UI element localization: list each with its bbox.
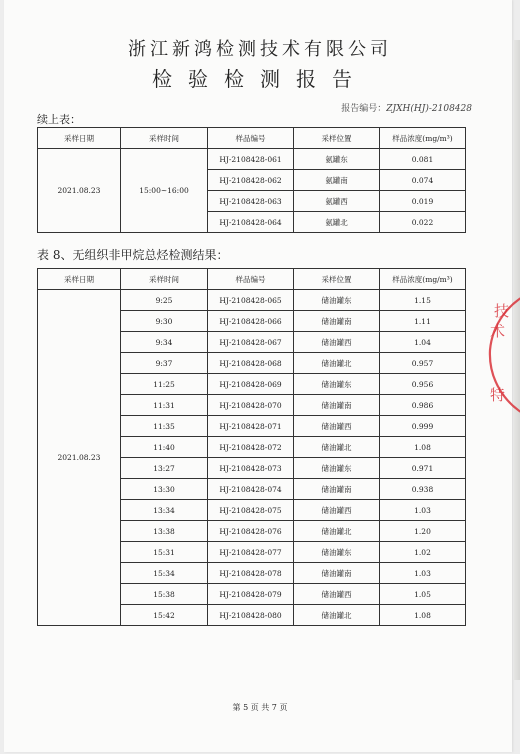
header-concentration: 样品浓度(mg/m³) bbox=[380, 269, 466, 290]
concentration-cell: 1.02 bbox=[380, 542, 466, 563]
sample-time-cell: 13:38 bbox=[121, 521, 208, 542]
sample-id-cell: HJ-2108428-067 bbox=[208, 332, 294, 353]
concentration-cell: 1.03 bbox=[380, 563, 466, 584]
concentration-cell: 0.022 bbox=[380, 212, 466, 233]
sample-position-cell: 储油罐北 bbox=[294, 521, 380, 542]
sample-id-cell: HJ-2108428-080 bbox=[208, 605, 294, 626]
header-concentration: 样品浓度(mg/m³) bbox=[380, 128, 466, 149]
sample-id-cell: HJ-2108428-074 bbox=[208, 479, 294, 500]
sample-position-cell: 储油罐西 bbox=[294, 416, 380, 437]
concentration-cell: 0.971 bbox=[380, 458, 466, 479]
header-sample-date: 采样日期 bbox=[38, 269, 121, 290]
sample-time-cell: 15:34 bbox=[121, 563, 208, 584]
svg-text:术: 术 bbox=[490, 322, 506, 340]
sample-id-cell: HJ-2108428-077 bbox=[208, 542, 294, 563]
report-number bbox=[341, 101, 472, 114]
sample-id-cell: HJ-2108428-072 bbox=[208, 437, 294, 458]
company-name: 浙江新鸿检测技术有限公司 bbox=[128, 39, 392, 60]
sample-position-cell: 储油罐西 bbox=[294, 332, 380, 353]
sample-position-cell: 氨罐南 bbox=[294, 170, 380, 191]
concentration-cell: 0.986 bbox=[380, 395, 466, 416]
sample-position-cell: 储油罐东 bbox=[294, 374, 380, 395]
concentration-cell: 0.019 bbox=[380, 191, 466, 212]
concentration-cell: 0.999 bbox=[380, 416, 466, 437]
report-number-value: ZJXH(HJ)-2108428 bbox=[386, 104, 472, 114]
sample-id-cell: HJ-2108428-078 bbox=[208, 563, 294, 584]
concentration-cell: 0.938 bbox=[380, 479, 466, 500]
sample-id-cell: HJ-2108428-079 bbox=[208, 584, 294, 605]
sample-id-cell: HJ-2108428-061 bbox=[208, 149, 294, 170]
sample-id-cell: HJ-2108428-069 bbox=[208, 374, 294, 395]
sample-time-cell: 11:25 bbox=[121, 374, 208, 395]
table1-caption: 续上表： bbox=[37, 113, 81, 126]
sample-id-cell: HJ-2108428-063 bbox=[208, 191, 294, 212]
sample-time-cell: 13:27 bbox=[121, 458, 208, 479]
sample-position-cell: 储油罐北 bbox=[294, 605, 380, 626]
sample-position-cell: 氨罐东 bbox=[294, 149, 380, 170]
sample-id-cell: HJ-2108428-068 bbox=[208, 353, 294, 374]
sample-position-cell: 储油罐东 bbox=[294, 542, 380, 563]
table-row bbox=[38, 290, 466, 311]
header-sample-position: 采样位置 bbox=[294, 269, 380, 290]
sample-id-cell: HJ-2108428-071 bbox=[208, 416, 294, 437]
concentration-cell: 0.081 bbox=[380, 149, 466, 170]
header-sample-id: 样品编号 bbox=[208, 269, 294, 290]
concentration-cell: 1.11 bbox=[380, 311, 466, 332]
concentration-cell: 1.15 bbox=[380, 290, 466, 311]
sample-time-cell: 15:42 bbox=[121, 605, 208, 626]
header-sample-time: 采样时间 bbox=[121, 269, 208, 290]
sample-date-cell: 2021.08.23 bbox=[38, 149, 121, 233]
concentration-cell: 1.08 bbox=[380, 437, 466, 458]
sample-time-cell: 15:00~16:00 bbox=[121, 149, 208, 233]
report-number-label: 报告编号： bbox=[341, 104, 387, 114]
sample-position-cell: 储油罐南 bbox=[294, 563, 380, 584]
concentration-cell: 1.08 bbox=[380, 605, 466, 626]
sample-position-cell: 储油罐南 bbox=[294, 395, 380, 416]
sample-id-cell: HJ-2108428-070 bbox=[208, 395, 294, 416]
nmhc-results-table bbox=[37, 268, 466, 626]
sample-position-cell: 储油罐东 bbox=[294, 458, 380, 479]
concentration-cell: 0.074 bbox=[380, 170, 466, 191]
sample-id-cell: HJ-2108428-064 bbox=[208, 212, 294, 233]
sample-time-cell: 11:35 bbox=[121, 416, 208, 437]
concentration-cell: 0.957 bbox=[380, 353, 466, 374]
sample-position-cell: 储油罐西 bbox=[294, 500, 380, 521]
sample-time-cell: 15:31 bbox=[121, 542, 208, 563]
table-header-row bbox=[38, 128, 466, 149]
concentration-cell: 0.956 bbox=[380, 374, 466, 395]
sample-id-cell: HJ-2108428-065 bbox=[208, 290, 294, 311]
page-number: 第 5 页 共 7 页 bbox=[232, 703, 288, 712]
sample-time-cell: 15:38 bbox=[121, 584, 208, 605]
header-sample-position: 采样位置 bbox=[294, 128, 380, 149]
sample-position-cell: 储油罐南 bbox=[294, 311, 380, 332]
sample-id-cell: HJ-2108428-066 bbox=[208, 311, 294, 332]
sample-id-cell: HJ-2108428-075 bbox=[208, 500, 294, 521]
sample-position-cell: 储油罐西 bbox=[294, 584, 380, 605]
concentration-cell: 1.04 bbox=[380, 332, 466, 353]
sample-position-cell: 储油罐北 bbox=[294, 437, 380, 458]
table2-caption: 表 8、无组织非甲烷总烃检测结果： bbox=[37, 248, 229, 262]
concentration-cell: 1.20 bbox=[380, 521, 466, 542]
sample-time-cell: 13:34 bbox=[121, 500, 208, 521]
sample-time-cell: 13:30 bbox=[121, 479, 208, 500]
report-title: 检验检测报告 bbox=[152, 67, 368, 91]
svg-text:特: 特 bbox=[490, 386, 506, 404]
sample-position-cell: 储油罐东 bbox=[294, 290, 380, 311]
sample-time-cell: 9:34 bbox=[121, 332, 208, 353]
concentration-cell: 1.03 bbox=[380, 500, 466, 521]
header-sample-date: 采样日期 bbox=[38, 128, 121, 149]
sample-time-cell: 9:30 bbox=[121, 311, 208, 332]
sample-time-cell: 9:25 bbox=[121, 290, 208, 311]
sample-id-cell: HJ-2108428-062 bbox=[208, 170, 294, 191]
sample-date-cell: 2021.08.23 bbox=[38, 290, 121, 626]
sample-position-cell: 氨罐西 bbox=[294, 191, 380, 212]
table-row bbox=[38, 149, 466, 170]
concentration-cell: 1.05 bbox=[380, 584, 466, 605]
sample-position-cell: 储油罐南 bbox=[294, 479, 380, 500]
sample-position-cell: 氨罐北 bbox=[294, 212, 380, 233]
svg-text:技: 技 bbox=[494, 302, 510, 320]
ammonia-results-table bbox=[37, 127, 466, 233]
sample-time-cell: 9:37 bbox=[121, 353, 208, 374]
sample-position-cell: 储油罐北 bbox=[294, 353, 380, 374]
sample-time-cell: 11:40 bbox=[121, 437, 208, 458]
sample-id-cell: HJ-2108428-076 bbox=[208, 521, 294, 542]
table-header-row bbox=[38, 269, 466, 290]
header-sample-time: 采样时间 bbox=[121, 128, 208, 149]
header-sample-id: 样品编号 bbox=[208, 128, 294, 149]
sample-id-cell: HJ-2108428-073 bbox=[208, 458, 294, 479]
official-seal-stamp bbox=[480, 290, 520, 420]
sample-time-cell: 11:31 bbox=[121, 395, 208, 416]
